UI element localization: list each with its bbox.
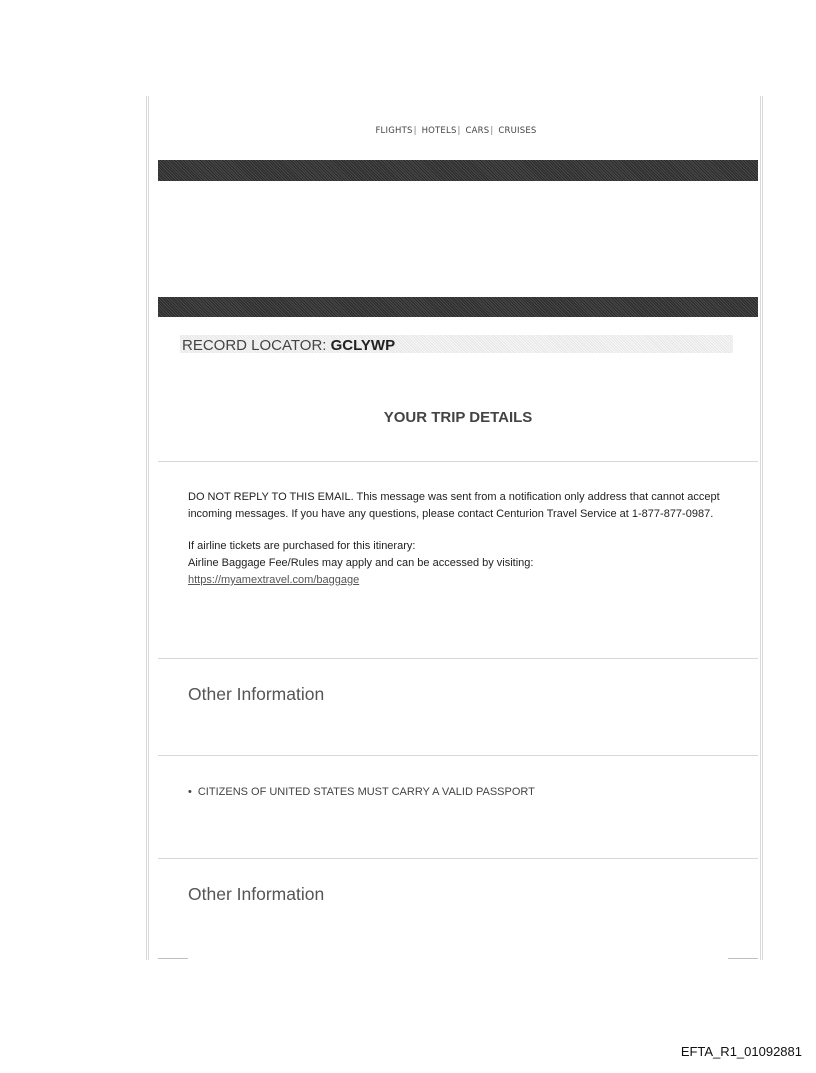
airline-ticket-note: If airline tickets are purchased for this itinerary: [188, 540, 416, 552]
baggage-link[interactable]: https://myamextravel.com/baggage [188, 574, 360, 586]
other-information-heading-2: Other Information [188, 884, 325, 904]
no-reply-notice: DO NOT REPLY TO THIS EMAIL. This message was sent from a notification only address that cannot accept incoming messages. If you have any questions, please contact Centurion Travel Service at 1-877-877-0987. [188, 491, 720, 520]
frame-bottom-rule-left [158, 958, 188, 959]
nav-link-hotels[interactable]: HOTELS [421, 126, 457, 136]
other-information-list [188, 786, 535, 798]
section-divider [158, 858, 758, 859]
nav-separator: | [413, 126, 417, 136]
trip-details-heading: YOUR TRIP DETAILS [383, 409, 533, 426]
header-banner-bar [158, 160, 758, 181]
nav-link-flights[interactable]: FLIGHTS [375, 126, 413, 136]
record-locator [182, 337, 395, 354]
document-id: EFTA_R1_01092881 [680, 1044, 802, 1059]
divider-banner-bar [158, 297, 758, 317]
nav-link-cruises[interactable]: CRUISES [498, 126, 537, 136]
list-item-text: CITIZENS OF UNITED STATES MUST CARRY A VALID PASSPORT [197, 786, 535, 798]
section-divider [158, 658, 758, 659]
section-divider [158, 461, 758, 462]
top-nav [146, 126, 766, 136]
notice-block [188, 489, 728, 589]
other-information-heading: Other Information [188, 684, 325, 704]
nav-separator: | [457, 126, 461, 136]
baggage-fee-note: Airline Baggage Fee/Rules may apply and can be accessed by visiting: [188, 557, 534, 569]
nav-separator: | [490, 126, 494, 136]
frame-bottom-rule-right [728, 958, 758, 959]
record-locator-code: GCLYWP [330, 337, 396, 354]
list-item [188, 786, 535, 798]
bullet-icon: • [188, 786, 192, 798]
section-divider [158, 755, 758, 756]
nav-link-cars[interactable]: CARS [465, 126, 490, 136]
record-locator-label: RECORD LOCATOR: [182, 337, 327, 354]
